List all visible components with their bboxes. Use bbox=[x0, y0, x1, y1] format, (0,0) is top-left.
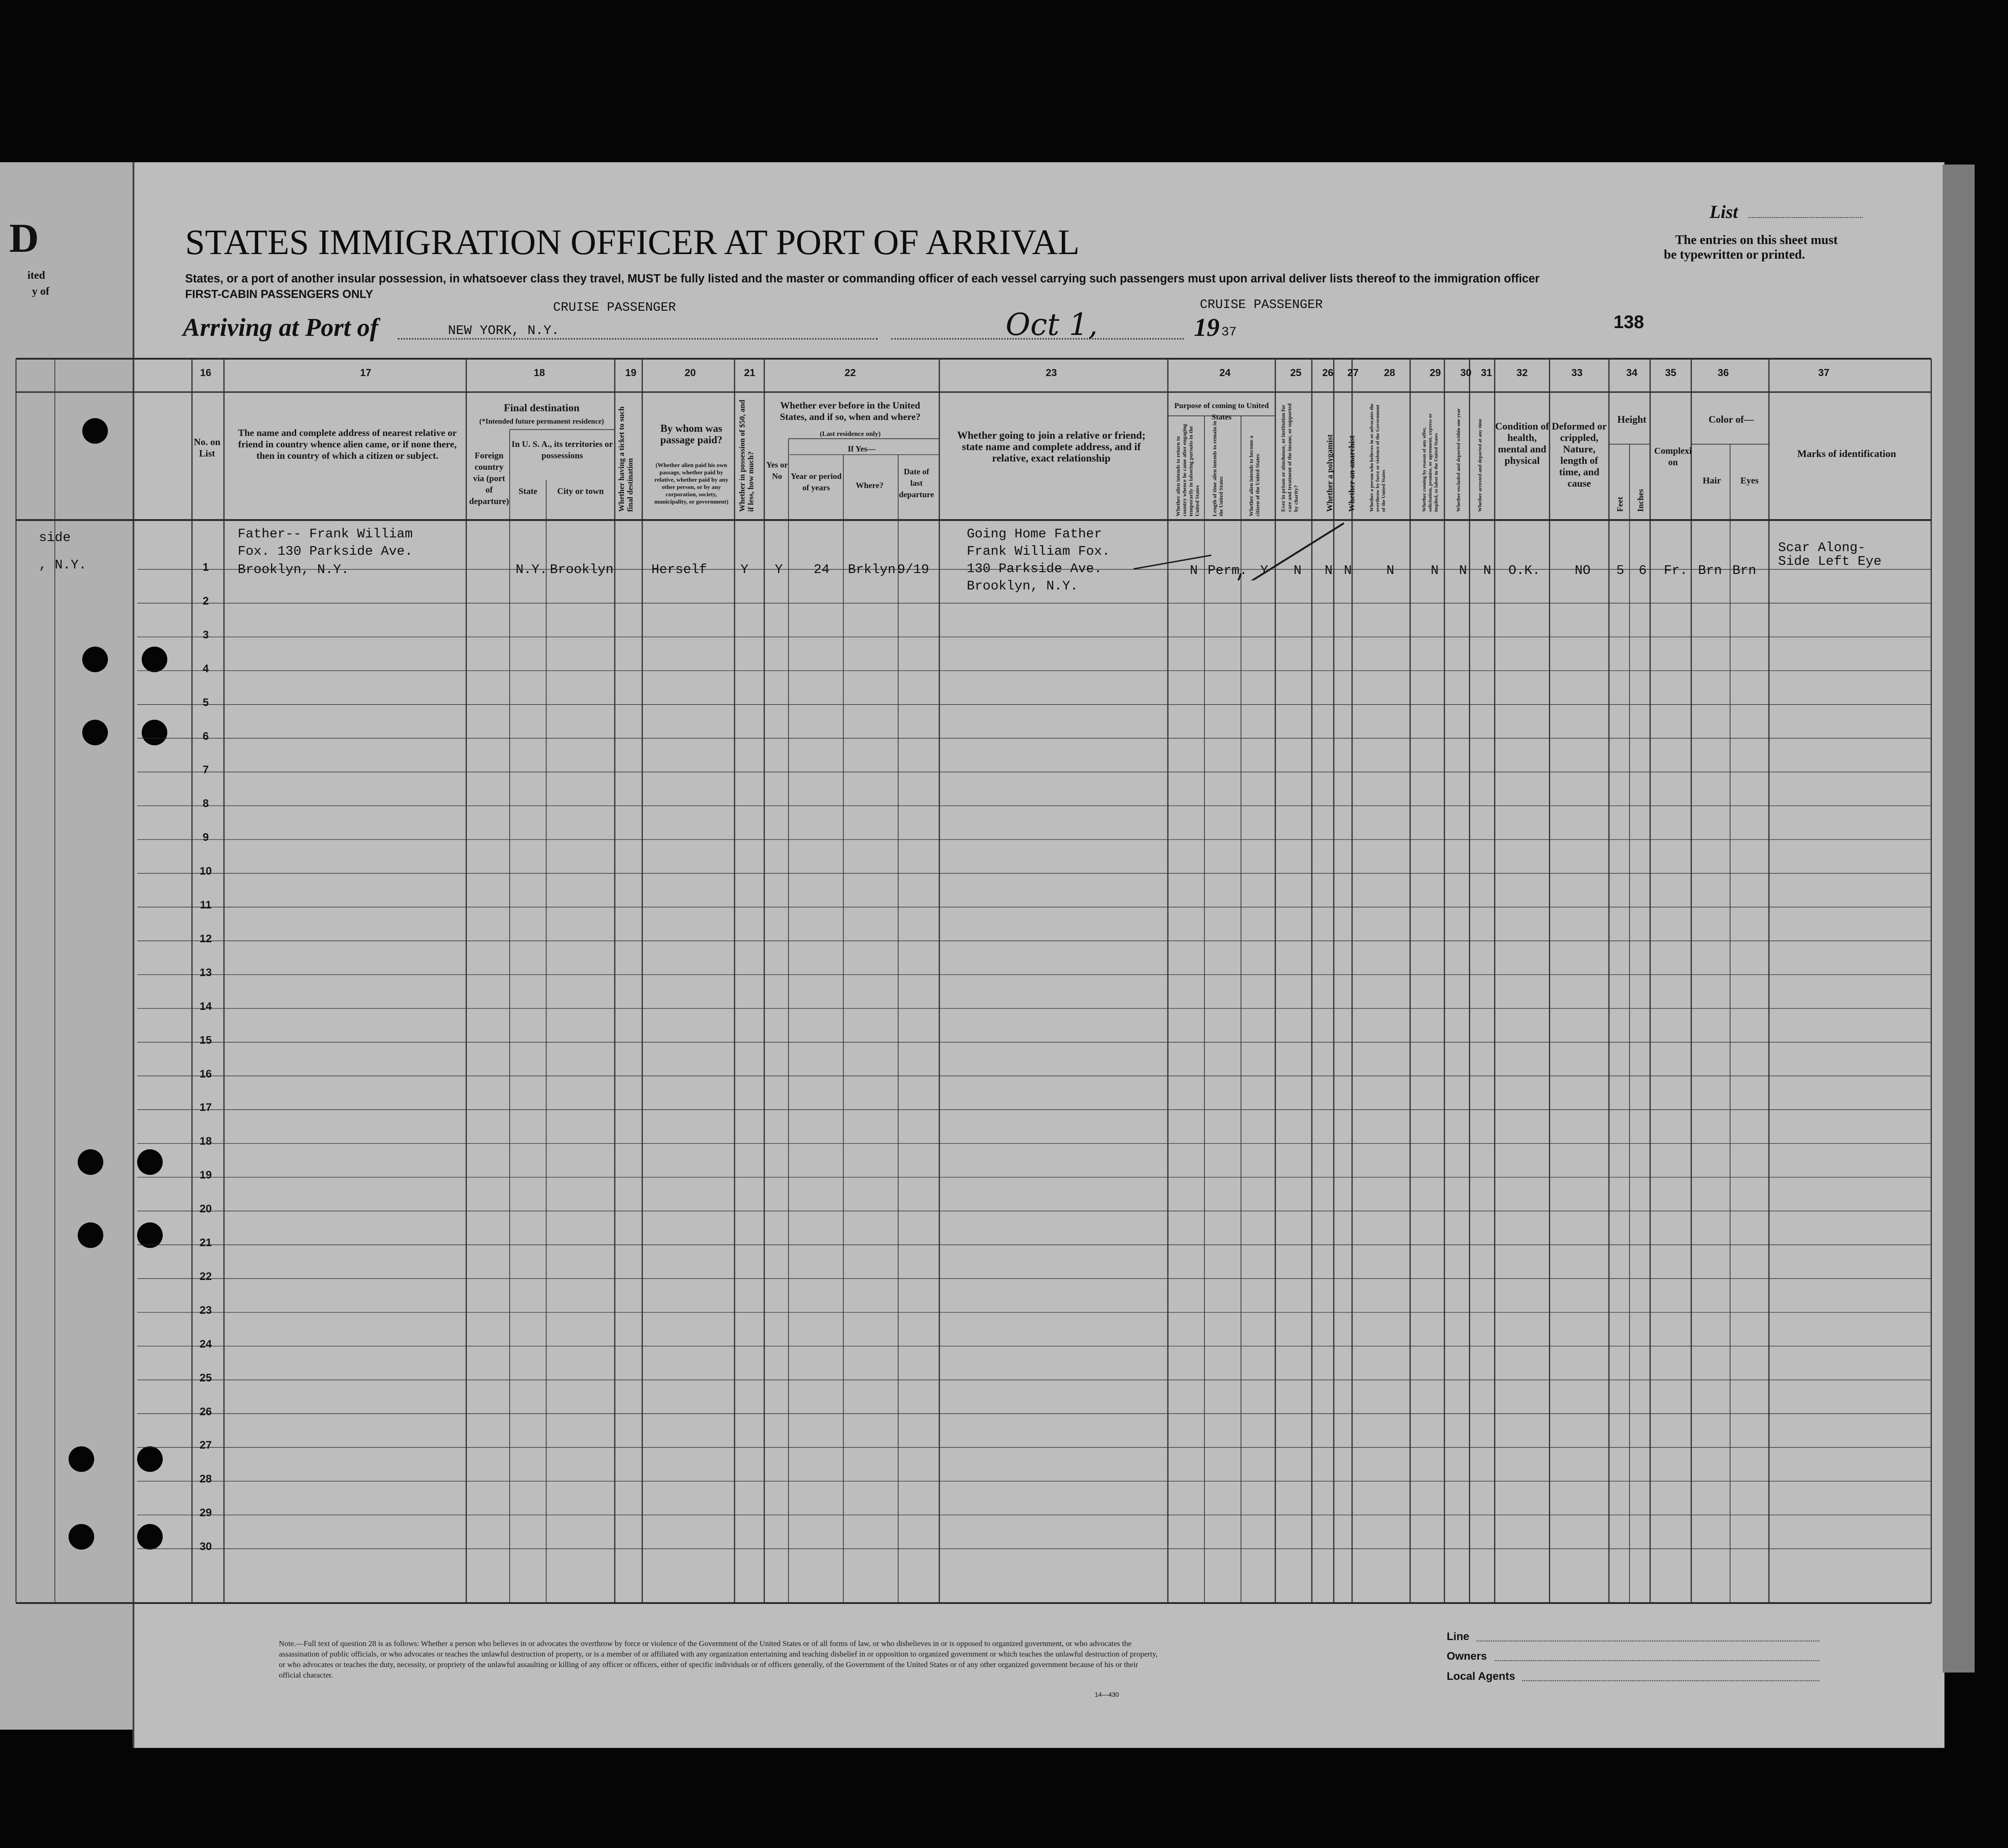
col-header-fifty-dollars: Whether in possession of $50, and if less, how much? bbox=[738, 399, 755, 512]
row-number: 25 bbox=[199, 1371, 212, 1384]
row-number: 4 bbox=[202, 662, 209, 675]
entry-purpose-return: N bbox=[1190, 563, 1198, 578]
row-number: 12 bbox=[199, 932, 212, 945]
arriving-label: Arriving at Port of bbox=[183, 313, 378, 342]
entry-prison: N bbox=[1294, 563, 1302, 578]
entry-become-citizen: Y bbox=[1260, 563, 1268, 578]
first-cabin-label: FIRST-CABIN PASSENGERS ONLY bbox=[185, 288, 373, 301]
row-number: 1 bbox=[202, 561, 209, 574]
col-num-16: 16 bbox=[200, 367, 212, 378]
col-header-passage-paid: By whom was passage paid? bbox=[660, 423, 723, 446]
row-number: 6 bbox=[202, 730, 209, 743]
entry-eyes: Brn bbox=[1732, 563, 1757, 578]
year-prefix: 19 bbox=[1194, 313, 1220, 342]
col-header-yes-no: Yes or No bbox=[766, 460, 788, 481]
col-header-polygamist: Whether a polygamist bbox=[1325, 434, 1334, 512]
left-fragment-y-of: y of bbox=[32, 286, 49, 297]
footer-line-label: Line bbox=[1447, 1630, 1470, 1643]
col-num-36: 36 bbox=[1717, 367, 1729, 378]
col-num-37: 37 bbox=[1818, 367, 1830, 378]
page-title: STATES IMMIGRATION OFFICER AT PORT OF ARRIVAL bbox=[185, 222, 1080, 262]
col-header-offer-labor: Whether coming by reason of any offer, solicitation, promise, or agreement, express or implied, to labor in the United States bbox=[1422, 413, 1439, 512]
cruise-passenger-2: CRUISE PASSENGER bbox=[1200, 298, 1323, 312]
sheet-number: 138 bbox=[1614, 312, 1644, 332]
col-num-29: 29 bbox=[1429, 367, 1441, 378]
entry-complexion: Fr. bbox=[1664, 563, 1688, 578]
entry-offer: N bbox=[1431, 563, 1439, 578]
col-header-year-period: Year or period of years bbox=[790, 472, 842, 492]
col-num-30: 30 bbox=[1460, 367, 1472, 378]
col-num-27: 27 bbox=[1347, 367, 1359, 378]
col-header-before-in-us: Whether ever before in the United States, and if so, when and where? bbox=[780, 400, 921, 422]
footer-owners-label: Owners bbox=[1447, 1650, 1487, 1662]
entry-advocates: N bbox=[1386, 563, 1395, 578]
col-header-nearest-relative: The name and complete address of nearest relative or friend in country whence alien came, or if none there, then in country of which a citizen or subject. bbox=[238, 427, 457, 461]
footer-note: Note.—Full text of question 28 is as follows: Whether a person who believes in or advocates the overthrow by force or violence of the Government of the United States or of all forms of law, or who disbelieves in or is opposed to organized government, or who advocates the assassination of public officials, or who advocates or teaches the unlawful destruction of property, or is a member of or affiliated with any organization entertaining and teaching disbelief in or opposition to organized government or which teaches the unlawful destruction of property, or who advocates or teaches the duty, necessity, or propriety of the unlawful assaulting or killing of any officer or officers, either of specific individuals or of officers generally, of the Government of the United States or of any other organized government because of his or their official character. bbox=[279, 1639, 1158, 1679]
col-num-34: 34 bbox=[1626, 367, 1638, 378]
col-header-last-residence: (Last residence only) bbox=[820, 430, 881, 438]
col-header-anarchist: Whether an anarchist bbox=[1347, 435, 1356, 512]
col-header-prison: Ever in prison or almshouse, or institution for care and treatment of the insane, or supported by charity? bbox=[1280, 403, 1299, 512]
col-num-25: 25 bbox=[1290, 367, 1302, 378]
row-number: 9 bbox=[202, 831, 209, 844]
col-header-purpose: Purpose of coming to United States bbox=[1174, 401, 1269, 421]
col-header-hair: Hair bbox=[1703, 476, 1721, 486]
col-num-35: 35 bbox=[1665, 367, 1677, 378]
entry-hair: Brn bbox=[1698, 563, 1722, 578]
row-number: 15 bbox=[199, 1034, 212, 1046]
col-header-final-destination-note: (*Intended future permanent residence) bbox=[479, 418, 604, 425]
col-header-advocates: Whether a person who believes in or advocates the overthrow by force or violence of the Government of the United States bbox=[1369, 404, 1386, 512]
row-number: 7 bbox=[202, 764, 209, 776]
row-number: 10 bbox=[199, 865, 212, 878]
col-header-height: Height bbox=[1617, 414, 1646, 425]
left-fragment-d: D bbox=[9, 216, 39, 261]
left-fragment-ited: ited bbox=[27, 270, 45, 281]
row-number: 30 bbox=[199, 1540, 212, 1553]
row-number: 5 bbox=[202, 696, 209, 709]
row-number: 3 bbox=[202, 628, 209, 641]
col-num-31: 31 bbox=[1481, 367, 1492, 378]
col-header-if-yes: If Yes— bbox=[847, 444, 876, 453]
footer-owners-field bbox=[1495, 1660, 1819, 1661]
col-header-state: State bbox=[518, 487, 538, 496]
col-header-city: City or town bbox=[557, 487, 604, 496]
col-header-purpose-sub-length: Length of time alien intends to remain in the United States bbox=[1211, 421, 1224, 516]
col-num-33: 33 bbox=[1571, 367, 1583, 378]
col-header-no-on-list: No. on List bbox=[193, 436, 221, 459]
entry-joining-line4: Brooklyn, N.Y. bbox=[967, 579, 1078, 594]
entry-where: Brklyn. bbox=[848, 562, 904, 577]
col-header-final-destination: Final destination bbox=[504, 402, 580, 414]
year-suffix: 37 bbox=[1221, 325, 1237, 340]
entry-years: 24 bbox=[814, 562, 830, 577]
col-header-inches: Inches bbox=[1636, 489, 1645, 512]
typewritten-note-2: be typewritten or printed. bbox=[1664, 248, 1805, 262]
col-header-complexion: Complexion bbox=[1654, 446, 1692, 467]
row-number: 2 bbox=[202, 595, 209, 607]
entry-polygamist: N bbox=[1325, 563, 1333, 578]
col-header-health: Condition of health, mental and physical bbox=[1495, 420, 1549, 466]
entry-relative-line3: Brooklyn, N.Y. bbox=[238, 562, 349, 577]
entry-joining-line1: Going Home Father bbox=[967, 526, 1102, 542]
col-header-passage-paid-sub: (Whether alien paid his own passage, whether paid by relative, whether paid by any other person, or by any corporation, society, municipality, or government) bbox=[654, 462, 729, 505]
cruise-passenger-1: CRUISE PASSENGER bbox=[553, 301, 676, 315]
entry-deformed: NO bbox=[1575, 563, 1591, 578]
entry-anarchist: N bbox=[1344, 563, 1352, 578]
col-num-28: 28 bbox=[1384, 367, 1395, 378]
col-num-26: 26 bbox=[1322, 367, 1334, 378]
col-header-marks: Marks of identification bbox=[1797, 448, 1896, 459]
entry-passage-paid: Herself bbox=[651, 562, 707, 577]
col-header-where: Where? bbox=[856, 481, 884, 490]
col-num-22: 22 bbox=[844, 367, 856, 378]
entry-arrested: N bbox=[1483, 563, 1491, 578]
col-header-feet: Feet bbox=[1615, 497, 1625, 512]
entry-dest-city: Brooklyn bbox=[550, 562, 614, 577]
row-number: 14 bbox=[199, 1000, 212, 1013]
col-header-excluded: Whether excluded and deported within one year bbox=[1456, 408, 1461, 512]
col-header-deformed: Deformed or crippled, Nature, length of time, and cause bbox=[1551, 420, 1607, 489]
col-num-19: 19 bbox=[625, 367, 637, 378]
handwritten-arrow bbox=[1120, 512, 1358, 580]
row-number: 13 bbox=[199, 966, 212, 979]
entry-joining-line2: Frank William Fox. bbox=[967, 544, 1110, 559]
col-num-17: 17 bbox=[360, 367, 372, 378]
col-header-date-departure: Date of last departure bbox=[899, 467, 934, 499]
col-header-purpose-sub-return: Whether alien intends to return to country whence he came after engaging temporarily in laboring pursuits in the United States bbox=[1175, 424, 1200, 516]
entry-length-stay: Perm. bbox=[1208, 563, 1248, 578]
col-num-20: 20 bbox=[684, 367, 696, 378]
entry-inches: 6 bbox=[1639, 563, 1647, 578]
col-header-foreign-country: Foreign country via (port of departure) bbox=[469, 451, 509, 506]
entry-before-in-us: Y bbox=[775, 562, 783, 577]
row-number: 24 bbox=[199, 1338, 212, 1350]
left-fragment-side: side bbox=[39, 530, 71, 545]
row-number: 23 bbox=[199, 1304, 212, 1317]
row-number: 8 bbox=[202, 797, 209, 810]
entry-dest-state: N.Y. bbox=[516, 562, 548, 577]
col-num-18: 18 bbox=[533, 367, 545, 378]
row-number: 29 bbox=[199, 1507, 212, 1519]
col-header-color-of: Color of— bbox=[1708, 414, 1754, 425]
entry-has-fifty: Y bbox=[740, 562, 749, 577]
row-number: 22 bbox=[199, 1270, 212, 1283]
entry-relative-line2: Fox. 130 Parkside Ave. bbox=[238, 544, 413, 559]
col-header-eyes: Eyes bbox=[1740, 476, 1759, 486]
entry-marks-line1: Scar Along- bbox=[1778, 540, 1866, 555]
col-header-ticket: Whether having a ticket to such final destination bbox=[617, 406, 634, 512]
col-num-32: 32 bbox=[1516, 367, 1528, 378]
col-header-joining-relative: Whether going to join a relative or friend; state name and complete address, and if relative, exact relationship bbox=[957, 430, 1146, 464]
row-number: 17 bbox=[199, 1101, 212, 1114]
entry-joining-line3: 130 Parkside Ave. bbox=[967, 561, 1102, 576]
row-number: 20 bbox=[199, 1203, 212, 1216]
col-num-23: 23 bbox=[1045, 367, 1057, 378]
row-number: 27 bbox=[199, 1439, 212, 1452]
col-num-24: 24 bbox=[1219, 367, 1231, 378]
entry-date-departure: 9/19 bbox=[897, 562, 929, 577]
row-number: 16 bbox=[199, 1067, 212, 1080]
entry-excluded: N bbox=[1459, 563, 1467, 578]
footer-agents-label: Local Agents bbox=[1447, 1670, 1515, 1683]
list-label: List bbox=[1710, 202, 1738, 222]
row-number: 21 bbox=[199, 1237, 212, 1249]
col-num-21: 21 bbox=[744, 367, 756, 378]
col-header-in-usa: In U. S. A., its territories or possessions bbox=[511, 440, 613, 461]
entry-relative-line1: Father-- Frank William bbox=[238, 526, 413, 542]
entry-health: O.K. bbox=[1508, 563, 1540, 578]
row-number: 18 bbox=[199, 1135, 212, 1148]
row-number: 19 bbox=[199, 1169, 212, 1182]
port-value: NEW YORK, N.Y. bbox=[448, 323, 559, 338]
col-header-arrested: Whether arrested and deported at any time bbox=[1477, 419, 1483, 512]
date-handwritten: Oct 1, bbox=[1006, 307, 1098, 342]
row-number: 26 bbox=[199, 1405, 212, 1418]
entry-marks-line2: Side Left Eye bbox=[1778, 554, 1882, 569]
left-fragment-ny: , N.Y. bbox=[39, 558, 87, 573]
typewritten-note-1: The entries on this sheet must bbox=[1675, 233, 1838, 247]
instructions: States, or a port of another insular possession, in whatsoever class they travel, MUST be fully listed and the master or commanding officer of each vessel carrying such passengers must upon arrival deliver lists thereof to the immigration officer bbox=[185, 272, 1540, 285]
footer-agents-field bbox=[1522, 1680, 1819, 1681]
col-header-purpose-sub-citizen: Whether alien intends to become a citizen of the United States bbox=[1248, 435, 1261, 516]
form-number: 14—430 bbox=[1095, 1691, 1119, 1698]
row-number: 11 bbox=[200, 899, 212, 911]
entry-feet: 5 bbox=[1616, 563, 1625, 578]
row-number: 28 bbox=[199, 1473, 212, 1486]
